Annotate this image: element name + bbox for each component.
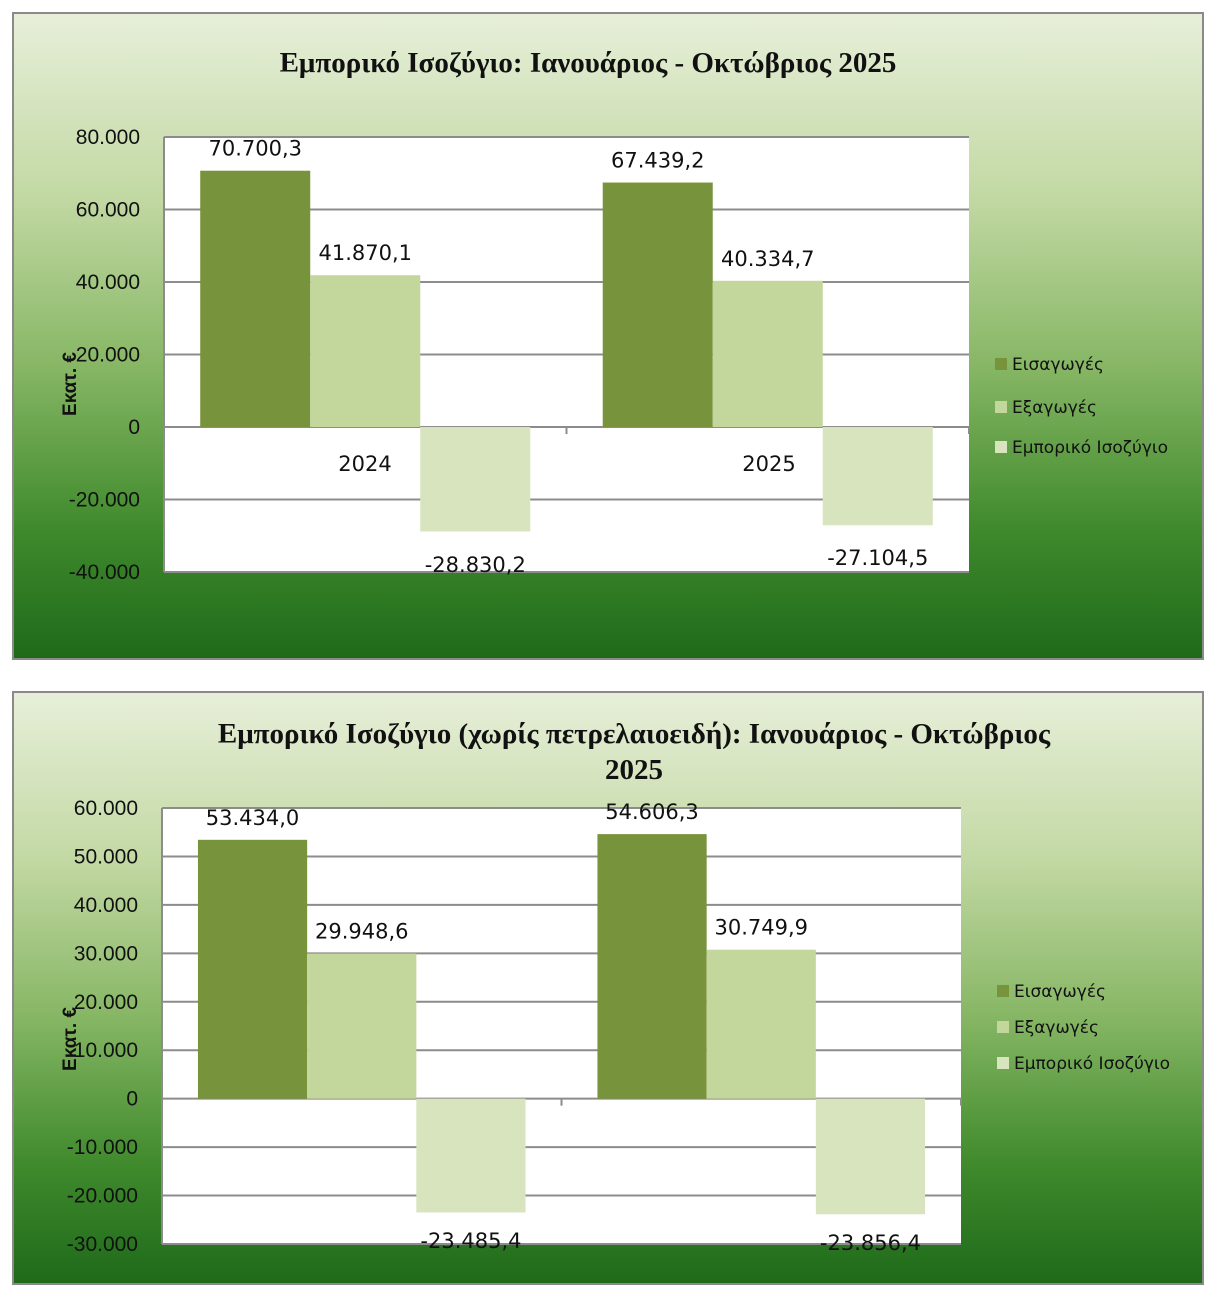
y-tick-label: -20.000 [66,1184,138,1208]
bar [416,1099,525,1213]
data-label: -28.830,2 [424,553,526,577]
y-tick-label: 0 [128,416,140,439]
y-tick-label: -30.000 [66,1233,138,1256]
bar [307,954,416,1099]
y-tick-label: 20.000 [75,343,140,367]
y-tick-label: 50.000 [73,845,138,869]
y-tick-label: 60.000 [73,797,138,820]
data-label: 67.439,2 [610,148,705,173]
legend-swatch [997,985,1009,997]
y-tick-label: 60.000 [75,198,140,222]
legend-label: Εξαγωγές [1014,1018,1099,1038]
y-tick-label: 10.000 [73,1039,138,1063]
trade-balance-chart [14,14,1202,658]
data-label: 54.606,3 [605,800,699,825]
y-axis-label: Εκατ. € [60,352,81,416]
trade-balance-non-oil-chart-panel [12,691,1204,1285]
data-label: 29.948,6 [314,919,409,944]
x-category-label: 2024 [338,452,392,476]
y-tick-label: 0 [126,1087,138,1111]
legend-swatch [997,1057,1009,1069]
data-label: 70.700,3 [208,136,302,161]
y-tick-label: 30.000 [73,942,138,966]
bar [816,1099,925,1215]
legend-label: Εξαγωγές [1012,398,1097,418]
y-tick-label: -20.000 [68,488,140,512]
y-tick-label: 40.000 [73,893,138,917]
legend-swatch [995,401,1007,413]
y-tick-label: 80.000 [75,126,140,149]
y-axis-label: Εκατ. € [60,1007,81,1071]
bar [603,183,713,427]
x-category-label: 2025 [742,452,796,476]
data-label: -23.856,4 [819,1231,921,1255]
y-tick-label: 40.000 [75,271,140,294]
bar [597,834,706,1099]
legend-label: Εμπορικό Ισοζύγιο [1014,1054,1171,1074]
chart-title: Εμπορικό Ισοζύγιο: Ιανουάριος - Οκτώβριος 2025 [279,47,897,79]
legend-label: Εισαγωγές [1012,355,1104,375]
legend-swatch [995,441,1007,453]
data-label: -23.485,4 [420,1229,522,1253]
bar [198,840,307,1099]
y-tick-label: 20.000 [73,990,138,1014]
legend-label: Εισαγωγές [1014,982,1106,1002]
bar [310,275,420,427]
data-label: -27.104,5 [827,546,929,570]
trade-balance-non-oil-chart [14,693,1202,1283]
bar [200,171,310,427]
data-label: 41.870,1 [318,241,413,266]
data-label: 53.434,0 [205,805,300,830]
y-tick-label: -40.000 [68,561,140,584]
legend-swatch [995,358,1007,370]
bar [707,950,816,1099]
bar [713,281,823,427]
data-label: 40.334,7 [720,246,815,271]
bar [420,427,530,532]
bar [823,427,933,525]
legend-swatch [997,1021,1009,1033]
data-label: 30.749,9 [714,915,809,940]
chart-title: 2025 [605,754,663,786]
trade-balance-chart-panel [12,12,1204,660]
legend-label: Εμπορικό Ισοζύγιο [1012,438,1169,458]
y-tick-label: -10.000 [66,1136,138,1160]
chart-title: Εμπορικό Ισοζύγιο (χωρίς πετρελαιοειδή): Ιανουάριος - Οκτώβριος [217,718,1051,750]
